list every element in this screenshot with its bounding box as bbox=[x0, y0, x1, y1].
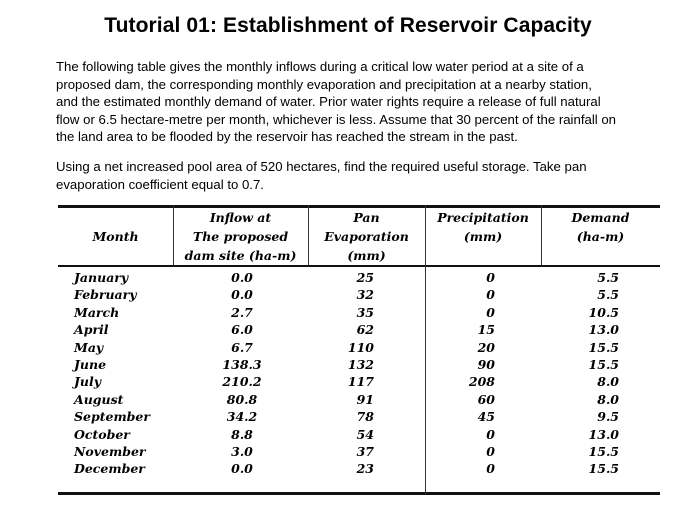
header-precipitation bbox=[425, 208, 541, 246]
evaporation-cell: 132 bbox=[347, 356, 374, 372]
month-cell: March bbox=[74, 304, 120, 320]
evaporation-cell: 54 bbox=[356, 426, 374, 442]
header-evaporation bbox=[308, 208, 425, 265]
inflow-cell: 6.7 bbox=[231, 339, 253, 355]
inflow-cell: 80.8 bbox=[226, 391, 258, 407]
month-cell: April bbox=[74, 322, 109, 338]
evaporation-cell: 110 bbox=[347, 339, 374, 355]
month-cell: May bbox=[74, 339, 104, 355]
demand-cell: 5.5 bbox=[597, 287, 619, 303]
inflow-cell: 138.3 bbox=[222, 356, 262, 372]
header-demand bbox=[541, 208, 660, 246]
header-line: Evaporation bbox=[324, 229, 409, 244]
evaporation-cell: 62 bbox=[356, 322, 374, 338]
header-line: (mm) bbox=[463, 229, 503, 244]
inflow-cell: 0.0 bbox=[231, 287, 253, 303]
demand-cell: 8.0 bbox=[597, 374, 619, 390]
inflow-cell: 34.2 bbox=[226, 409, 258, 425]
text-line: evaporation coefficient equal to 0.7. bbox=[56, 176, 264, 192]
demand-cell: 13.0 bbox=[588, 322, 619, 338]
inflow-cell: 3.0 bbox=[231, 443, 253, 459]
text-line: the land area to be flooded by the reservoir has reached the stream in the past. bbox=[56, 129, 518, 144]
month-cell: February bbox=[74, 287, 137, 303]
inflow-cell: 0.0 bbox=[231, 461, 253, 477]
text-line: proposed dam, the corresponding monthly evaporation and precipitation at a nearby station, bbox=[56, 76, 592, 92]
evaporation-cell: 117 bbox=[347, 374, 374, 390]
table-bottom-rule bbox=[58, 492, 660, 495]
column-demand bbox=[541, 269, 619, 478]
demand-cell: 10.5 bbox=[588, 304, 619, 320]
text-line: The following table gives the monthly inflows during a critical low water period at a site of a bbox=[56, 59, 584, 74]
header-line: Pan bbox=[353, 210, 380, 225]
month-cell: June bbox=[74, 356, 107, 372]
demand-cell: 15.5 bbox=[588, 443, 619, 459]
precipitation-cell: 208 bbox=[468, 374, 495, 390]
inflow-cell: 0.0 bbox=[231, 270, 253, 285]
month-cell: October bbox=[74, 426, 130, 442]
inflow-cell: 2.7 bbox=[231, 304, 253, 320]
precipitation-cell: 0 bbox=[486, 287, 495, 303]
header-line: (mm) bbox=[347, 248, 386, 263]
column-precipitation bbox=[425, 269, 495, 478]
precipitation-cell: 0 bbox=[486, 270, 495, 285]
data-table bbox=[58, 205, 660, 495]
column-inflow bbox=[186, 269, 298, 478]
precipitation-cell: 0 bbox=[486, 426, 495, 442]
evaporation-cell: 23 bbox=[356, 461, 374, 477]
text-line: Using a net increased pool area of 520 hectares, find the required useful storage. Take pan bbox=[56, 159, 587, 174]
header-line: The proposed bbox=[192, 229, 289, 244]
inflow-cell: 210.2 bbox=[222, 374, 262, 390]
header-line: Inflow at bbox=[209, 210, 272, 225]
precipitation-cell: 60 bbox=[477, 391, 495, 407]
precipitation-cell: 0 bbox=[486, 461, 495, 477]
evaporation-cell: 91 bbox=[356, 391, 374, 407]
page-title: Tutorial 01: Establishment of Reservoir Capacity bbox=[104, 14, 592, 37]
evaporation-cell: 32 bbox=[356, 287, 374, 303]
header-line: (ha-m) bbox=[576, 229, 625, 244]
table-header-rule bbox=[58, 265, 660, 267]
header-month: Month bbox=[92, 229, 139, 244]
precipitation-cell: 45 bbox=[477, 409, 495, 425]
column-evaporation bbox=[308, 269, 374, 478]
month-cell: December bbox=[74, 461, 145, 477]
month-cell: September bbox=[74, 409, 150, 425]
precipitation-cell: 0 bbox=[486, 304, 495, 320]
evaporation-cell: 78 bbox=[356, 409, 374, 425]
column-month bbox=[74, 269, 150, 478]
problem-statement bbox=[56, 58, 686, 146]
month-cell: November bbox=[74, 443, 146, 459]
demand-cell: 15.5 bbox=[588, 339, 619, 355]
evaporation-cell: 37 bbox=[356, 443, 374, 459]
evaporation-cell: 35 bbox=[356, 304, 374, 320]
inflow-cell: 6.0 bbox=[231, 322, 253, 338]
precipitation-cell: 90 bbox=[477, 356, 495, 372]
month-cell: January bbox=[74, 270, 129, 285]
header-line: dam site (ha-m) bbox=[184, 248, 297, 263]
header-line: Demand bbox=[571, 210, 630, 225]
header-inflow bbox=[173, 208, 308, 265]
demand-cell: 5.5 bbox=[597, 270, 619, 285]
month-cell: July bbox=[74, 374, 102, 390]
inflow-cell: 8.8 bbox=[231, 426, 253, 442]
precipitation-cell: 15 bbox=[477, 322, 495, 338]
demand-cell: 15.5 bbox=[588, 356, 619, 372]
month-cell: August bbox=[74, 391, 124, 407]
demand-cell: 8.0 bbox=[597, 391, 619, 407]
question-text bbox=[56, 158, 686, 193]
evaporation-cell: 25 bbox=[356, 270, 374, 285]
demand-cell: 13.0 bbox=[588, 426, 619, 442]
header-line: Precipitation bbox=[437, 210, 529, 225]
demand-cell: 9.5 bbox=[597, 409, 619, 425]
text-line: flow or 6.5 hectare-metre per month, whichever is less. Assume that 30 percent of the rainfall on bbox=[56, 111, 617, 127]
precipitation-cell: 0 bbox=[486, 443, 495, 459]
demand-cell: 15.5 bbox=[588, 461, 619, 477]
text-line: and the estimated monthly demand of water. Prior water rights require a release of full natural bbox=[56, 94, 601, 109]
precipitation-cell: 20 bbox=[477, 339, 495, 355]
